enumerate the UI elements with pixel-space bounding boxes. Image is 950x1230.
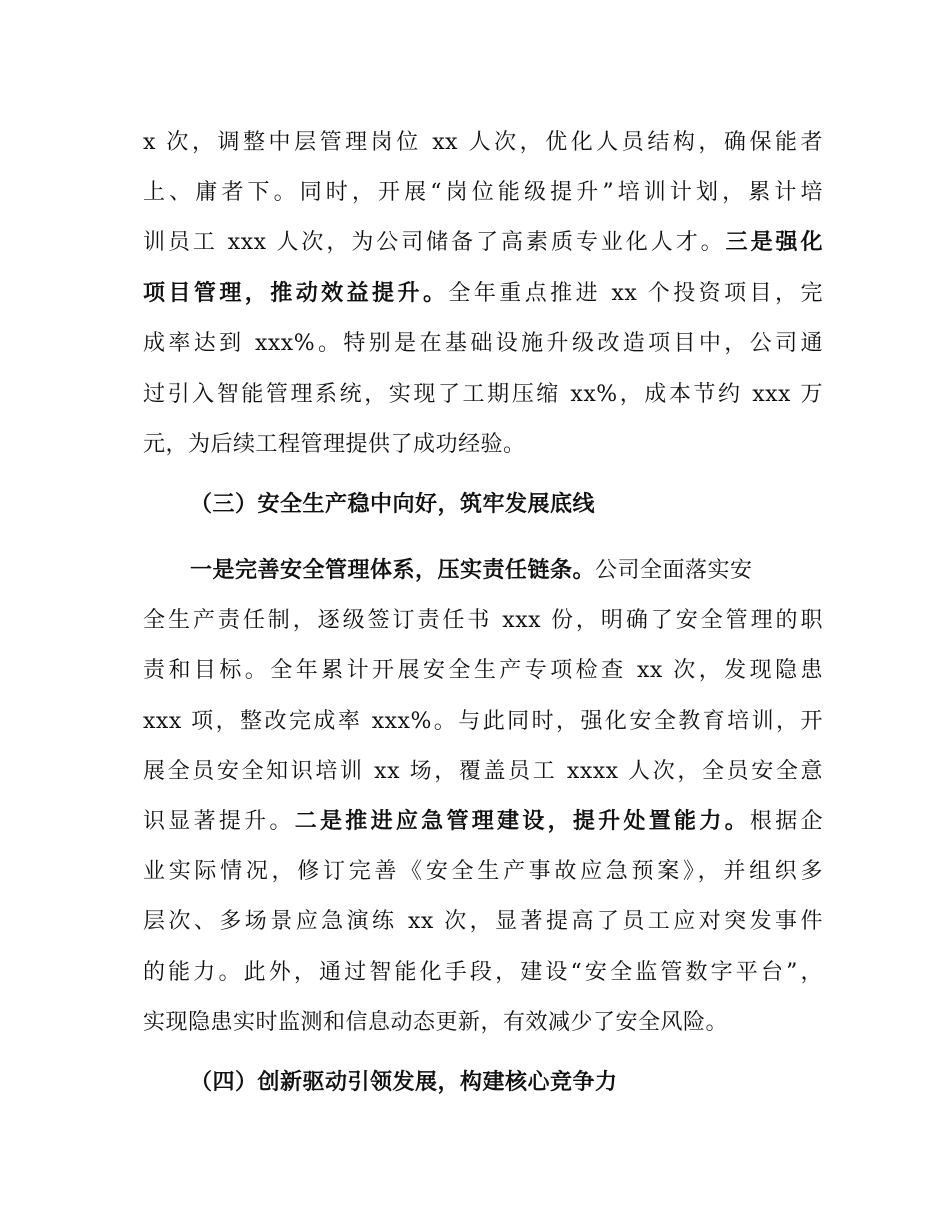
section-heading-3: （三）安全生产稳中向好，筑牢发展底线 (190, 492, 596, 517)
bold-lead: 项目管理，推动效益提升。 (143, 281, 449, 306)
bold-lead: 二是推进应急管理建设，提升处置能力。 (294, 809, 750, 834)
body-line (143, 228, 823, 258)
bold-lead: 三是强化 (725, 230, 823, 255)
body-text: 识显著提升。 (143, 809, 295, 834)
body-line: 成率达到 xxx%。特别是在基础设施升级改造项目中，公司通 (143, 331, 823, 356)
body-line: 业实际情况，修订完善《安全生产事故应急预案》，并组织多 (143, 859, 823, 884)
body-text: 公司全面落实安 (595, 558, 753, 583)
body-line: 过引入智能管理系统，实现了工期压缩 xx%，成本节约 xxx 万 (143, 382, 823, 407)
bold-lead: 一是完善安全管理体系，压实责任链条。 (190, 558, 596, 583)
section-heading-4: （四）创新驱动引领发展，构建核心竞争力 (190, 1070, 618, 1095)
body-line: xxx 项，整改完成率 xxx%。与此同时，强化安全教育培训，开 (143, 709, 823, 734)
body-line: x 次，调整中层管理岗位 xx 人次，优化人员结构，确保能者 (143, 130, 823, 155)
body-line: 全生产责任制，逐级签订责任书 xxx 份，明确了安全管理的职 (143, 608, 823, 633)
body-line: 的能力。此外，通过智能化手段，建设“安全监管数字平台”， (143, 960, 823, 985)
body-line: 责和目标。全年累计开展安全生产专项检查 xx 次，发现隐患 (143, 658, 823, 683)
body-line (143, 279, 823, 309)
body-line: 实现隐患实时监测和信息动态更新，有效减少了安全风险。 (143, 1010, 729, 1035)
body-line: 元，为后续工程管理提供了成功经验。 (143, 432, 526, 457)
body-line: 层次、多场景应急演练 xx 次，显著提高了员工应对突发事件 (143, 909, 823, 934)
body-line: 上、庸者下。同时，开展“岗位能级提升”培训计划，累计培 (143, 180, 823, 205)
body-line (143, 807, 823, 837)
body-text: 根据企 (749, 809, 823, 834)
body-text: 训员工 xxx 人次，为公司储备了高素质专业化人才。 (143, 230, 726, 255)
body-line (190, 556, 823, 586)
body-line: 展全员安全知识培训 xx 场，覆盖员工 xxxx 人次，全员安全意 (143, 759, 823, 784)
body-text: 全年重点推进 xx 个投资项目，完 (448, 281, 823, 306)
